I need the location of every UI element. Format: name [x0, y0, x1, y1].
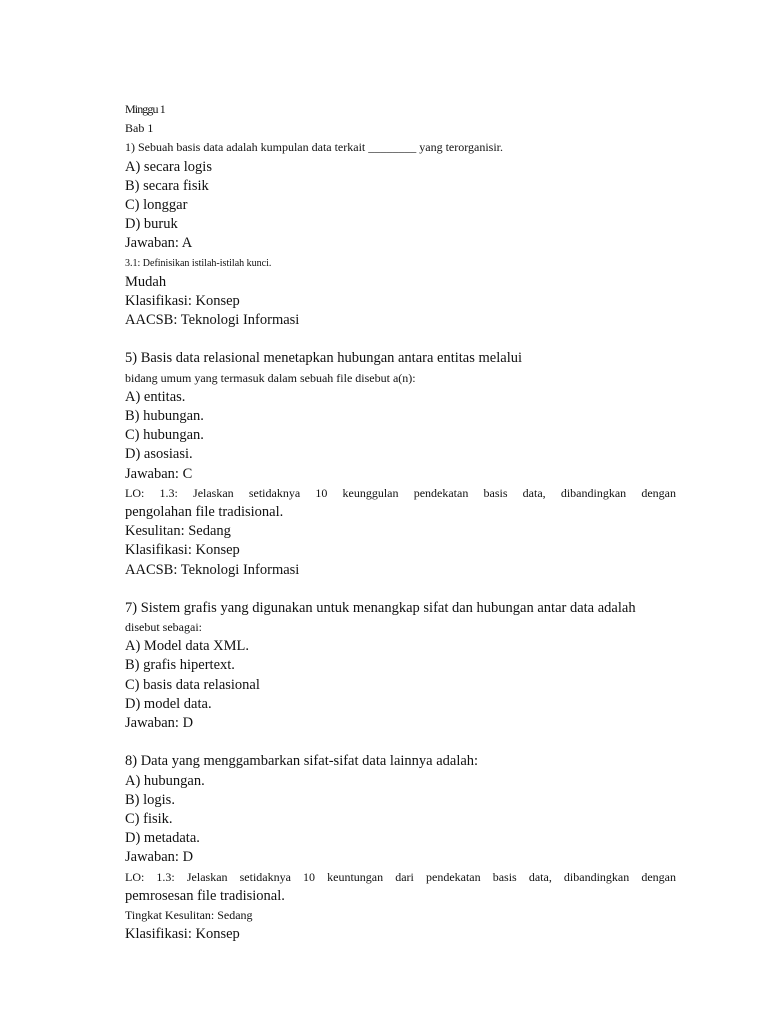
q7-question-line1: 7) Sistem grafis yang digunakan untuk menangkap sifat dan hubungan antar data adalah [125, 599, 636, 616]
q5-option-b: B) hubungan. [125, 408, 204, 424]
q7-option-c: C) basis data relasional [125, 676, 260, 693]
q1-answer: Jawaban: A [125, 235, 193, 252]
q1-option-c: C) longgar [125, 196, 188, 213]
q5-aacsb: AACSB: Teknologi Informasi [125, 561, 300, 578]
q7-answer: Jawaban: D [125, 715, 194, 731]
q8-option-b: B) logis. [125, 791, 175, 808]
section-spacer [125, 733, 676, 752]
q5-learning-objective-line1: LO: 1.3: Jelaskan setidaknya 10 keunggulan pendekatan basis data, dibandingkan dengan [125, 485, 676, 500]
q7-option-d: D) model data. [125, 695, 212, 712]
q5-difficulty: Kesulitan: Sedang [125, 523, 231, 540]
q1-classification: Klasifikasi: Konsep [125, 292, 240, 309]
q8-option-a: A) hubungan. [125, 772, 205, 789]
q5-classification: Klasifikasi: Konsep [125, 542, 240, 559]
q5-option-d: D) asosiasi. [125, 446, 193, 463]
q1-aacsb: AACSB: Teknologi Informasi [125, 312, 300, 329]
q1-option-b: B) secara fisik [125, 177, 209, 194]
q1-option-a: A) secara logis [125, 158, 212, 175]
q7-option-a: A) Model data XML. [125, 638, 250, 655]
q5-learning-objective-line2: pengolahan file tradisional. [125, 503, 284, 520]
q8-option-d: D) metadata. [125, 830, 200, 847]
q1-question: 1) Sebuah basis data adalah kumpulan data terkait ________ yang terorganisir. [125, 140, 504, 155]
q1-objective: 3.1: Definisikan istilah-istilah kunci. [125, 257, 272, 269]
q8-difficulty: Tingkat Kesulitan: Sedang [125, 907, 253, 922]
q5-option-a: A) entitas. [125, 388, 186, 405]
q8-classification: Klasifikasi: Konsep [125, 926, 240, 943]
document-page [125, 100, 676, 944]
q8-option-c: C) fisik. [125, 810, 173, 827]
section-spacer [125, 580, 676, 599]
q7-question-line2: disebut sebagai: [125, 620, 202, 635]
q8-learning-objective-line1: LO: 1.3: Jelaskan setidaknya 10 keuntungan dari pendekatan basis data, dibandingkan dengan [125, 869, 676, 884]
q1-option-d: D) buruk [125, 216, 178, 233]
q5-answer: Jawaban: C [125, 465, 193, 482]
q7-option-b: B) grafis hipertext. [125, 657, 235, 674]
week-heading: Minggu 1 [125, 102, 165, 116]
q5-question-line2: bidang umum yang termasuk dalam sebuah file disebut a(n): [125, 370, 416, 385]
chapter-heading: Bab 1 [125, 121, 154, 136]
q1-difficulty: Mudah [125, 273, 167, 290]
q8-question: 8) Data yang menggambarkan sifat-sifat data lainnya adalah: [125, 753, 479, 770]
section-spacer [125, 330, 676, 349]
q5-question-line1: 5) Basis data relasional menetapkan hubungan antara entitas melalui [125, 350, 523, 367]
q8-answer: Jawaban: D [125, 849, 194, 866]
q5-option-c: C) hubungan. [125, 427, 204, 444]
q8-learning-objective-line2: pemrosesan file tradisional. [125, 887, 285, 904]
